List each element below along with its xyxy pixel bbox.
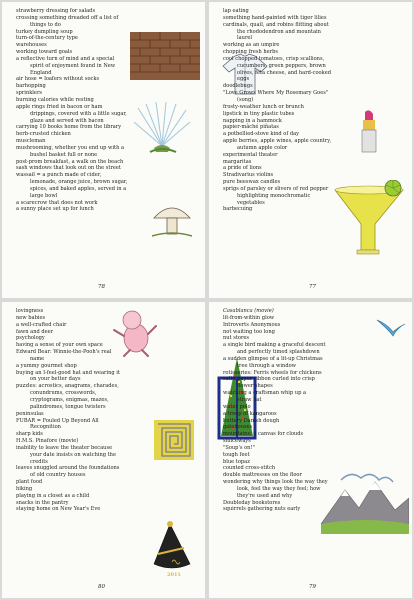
list-item: a sudden glimpse of a lit-up Christmas — [223, 355, 323, 362]
list-item: working toward goals — [16, 49, 73, 56]
list-item: post-prom breakfast, a walk on the beach — [16, 158, 124, 165]
list-item: flower shapes — [237, 383, 273, 390]
page-78 — [2, 2, 205, 298]
list-item: blue topaz — [223, 458, 250, 465]
list-item: cryptograms, enigmas, mazes, — [30, 396, 109, 403]
list-item: sash windows that look out on the street — [16, 165, 121, 172]
list-item: Casablanca (movie) — [223, 308, 274, 314]
list-item: cucumbers, green peppers, brown — [237, 62, 326, 69]
list-item: sprinklers — [16, 90, 42, 97]
list-item: they're used and why — [237, 492, 293, 499]
list-item: things to do — [30, 21, 61, 28]
list-item: Stradivarius violins — [223, 172, 274, 179]
page-77-list — [223, 8, 409, 213]
list-item: gatehouses — [223, 424, 253, 431]
page-number: 79 — [309, 584, 316, 590]
list-item: mountains: a canvas for clouds — [223, 431, 304, 438]
page-number: 77 — [309, 284, 316, 290]
list-item: H.M.S. Pinafore (movie) — [16, 438, 79, 445]
list-item: squirrels gathering nuts early — [223, 506, 301, 513]
list-item: carrying 10 books home from the library — [16, 124, 122, 131]
list-item: working as an umpire — [223, 42, 280, 49]
list-item: counted cross-stitch — [223, 465, 276, 472]
list-item: margaritas — [223, 158, 252, 165]
page-77 — [209, 2, 412, 298]
list-item: satin paper ribbon curled into crisp — [223, 376, 315, 383]
party-hat-illustration — [150, 520, 194, 576]
list-item: glaze and served with bacon — [30, 117, 104, 124]
list-item: a troop of kangaroos — [223, 410, 277, 417]
list-item: drippings, covered with a little sugar, — [30, 110, 127, 117]
list-item: cool chopped tomatoes, crisp scallions, — [223, 55, 325, 62]
page-number: 78 — [98, 284, 105, 290]
list-item: lemonade, orange juice, brown sugar, — [30, 179, 128, 186]
list-item: plant food — [16, 479, 43, 486]
list-item: palindromes, tongue twisters — [30, 403, 106, 410]
page-78-list — [16, 8, 202, 213]
list-item: credits — [30, 458, 48, 465]
list-item: FUBAR = Fouled Up Beyond All — [16, 417, 99, 424]
list-item: inability to leave the theater because — [16, 444, 113, 451]
list-item: nut stores — [223, 335, 250, 342]
list-item: lovingness — [16, 308, 44, 314]
list-item: mushrooming, whether you end up with a — [16, 144, 125, 151]
list-item: wondering why things look the way they — [223, 479, 328, 486]
list-item: water polo — [223, 403, 251, 410]
list-item: Introverts Anonymous — [223, 321, 281, 328]
list-item: sharp kids — [16, 431, 43, 438]
list-item: a sunny place set up for lunch — [16, 206, 94, 213]
list-item: cardinals, quail, and robins flitting about — [223, 21, 329, 28]
list-item: a single bird making a graceful descent — [223, 342, 326, 349]
list-item: large bowl — [30, 192, 58, 199]
list-item: apple rings fried in bacon or ham — [16, 103, 103, 110]
list-item: papier-mâché piñatas — [223, 124, 279, 131]
list-item: "Soup's on!" — [223, 444, 255, 451]
list-item: buttery Danish dough — [223, 417, 280, 424]
list-item: air hose = loafers without socks — [16, 76, 100, 83]
list-item: a yummy gourmet shop — [16, 362, 77, 369]
list-item: snacks in the pantry — [16, 499, 69, 506]
list-item: a pride of lions — [223, 165, 262, 172]
page-79-list — [223, 308, 409, 513]
list-item: your date insists on watching the — [30, 451, 116, 458]
list-item: pure beeswax candles — [223, 179, 281, 186]
list-item: watching a craftsman whip up a — [223, 390, 307, 397]
list-item: hiking — [16, 485, 33, 492]
list-item: playing in a closet as a child — [16, 492, 90, 499]
list-item: apple berries, apple wines, apple country, — [223, 138, 332, 145]
list-item: crossing something dreaded off a list of — [16, 14, 119, 21]
list-item: herb-crusted chicken — [16, 131, 71, 138]
list-item: a potbellied-stove kind of day — [223, 131, 300, 138]
list-item: the rhododendron and mountain — [237, 28, 321, 35]
list-item: barhopping — [16, 83, 46, 90]
list-item: turn-of-the-century type — [16, 35, 78, 42]
page-number: 80 — [98, 584, 105, 590]
list-item: a scarecrow that does not work — [16, 199, 98, 206]
list-item: rotisseries: Ferris wheels for chickens — [223, 369, 322, 376]
list-item: a reflective turn of mind and a special — [16, 55, 115, 62]
list-item: a well-crafted chair — [16, 321, 67, 328]
list-item: spirit of enjoyment found in New — [30, 62, 116, 69]
list-item: fawn and deer — [16, 328, 54, 335]
list-item: buying an I-feel-good hat and wearing it — [16, 369, 120, 376]
list-item: something hand-painted with tiger lilies — [223, 14, 327, 21]
list-item: sprigs of parsley or slivers of red pepper — [223, 185, 329, 192]
list-item: strawberry dressing for salads — [16, 8, 96, 14]
list-item: frosty-weather lunch or brunch — [223, 103, 304, 110]
list-item: napping in a hammock — [223, 117, 282, 124]
list-item: Recognition — [30, 424, 61, 431]
page-80 — [2, 302, 205, 598]
list-item: autumn apple color — [237, 144, 288, 151]
page-79 — [209, 302, 412, 598]
list-item: Edward Bear: Winnie-the-Pooh's real — [16, 349, 112, 356]
list-item: (song) — [237, 96, 254, 103]
list-item: lap eating — [223, 8, 249, 14]
list-item: straw hat — [237, 396, 262, 403]
list-item: spices, and baked apples, served in a — [30, 185, 127, 192]
list-item: look, feel the way they feel; how — [237, 485, 321, 492]
list-item: eggs — [237, 76, 250, 83]
list-item: chopping fresh herbs — [223, 49, 278, 56]
list-item: Doubleday bookstores — [223, 499, 281, 506]
list-item: sluiceways — [223, 438, 251, 445]
hat-year-label: 2011 — [167, 572, 181, 578]
list-item: lit-from-within glow — [223, 314, 275, 321]
list-item: olives, feta cheese, and hard-cooked — [237, 69, 331, 76]
list-item: experimental theater — [223, 151, 278, 158]
list-item: tough feet — [223, 451, 250, 458]
list-item: psychology — [16, 335, 45, 342]
list-item: burning calories while resting — [16, 96, 94, 103]
list-item: muscleman — [16, 138, 46, 145]
list-item: barbecuing — [223, 206, 253, 213]
list-item: not waiting too long — [223, 328, 275, 335]
list-item: bushel basket full or none — [30, 151, 98, 158]
list-item: lipstick in tiny plastic tubes — [223, 110, 295, 117]
list-item: new babies — [16, 314, 46, 321]
list-item: England — [30, 69, 52, 76]
list-item: peninsulas — [16, 410, 44, 417]
list-item: leaves snuggled around the foundations — [16, 465, 120, 472]
list-item: doodlebugs — [223, 83, 253, 90]
page-80-list — [16, 308, 202, 513]
list-item: of old country houses — [30, 472, 86, 479]
list-item: having a sense of your own space — [16, 342, 103, 349]
list-item: puzzles: acrostics, anagrams, charades, — [16, 383, 119, 390]
list-item: tree through a window — [237, 362, 297, 369]
list-item: and perfectly timed splashdown — [237, 349, 320, 356]
list-item: wassail = a punch made of cider, — [16, 172, 102, 179]
list-item: name — [30, 355, 45, 362]
list-item: on your better days — [30, 376, 81, 383]
list-item: conundrums, crosswords, — [30, 390, 97, 397]
list-item: double mattresses on the floor — [223, 472, 302, 479]
list-item: warehouses — [16, 42, 47, 49]
list-item: staying home on New Year's Eve — [16, 506, 101, 513]
list-item: "Love Grows Where My Rosemary Goes" — [223, 90, 329, 97]
list-item: laurel — [237, 35, 253, 42]
list-item: highlighting monochromatic — [237, 192, 311, 199]
list-item: turkey dumpling soup — [16, 28, 73, 35]
list-item: vegetables — [237, 199, 265, 206]
